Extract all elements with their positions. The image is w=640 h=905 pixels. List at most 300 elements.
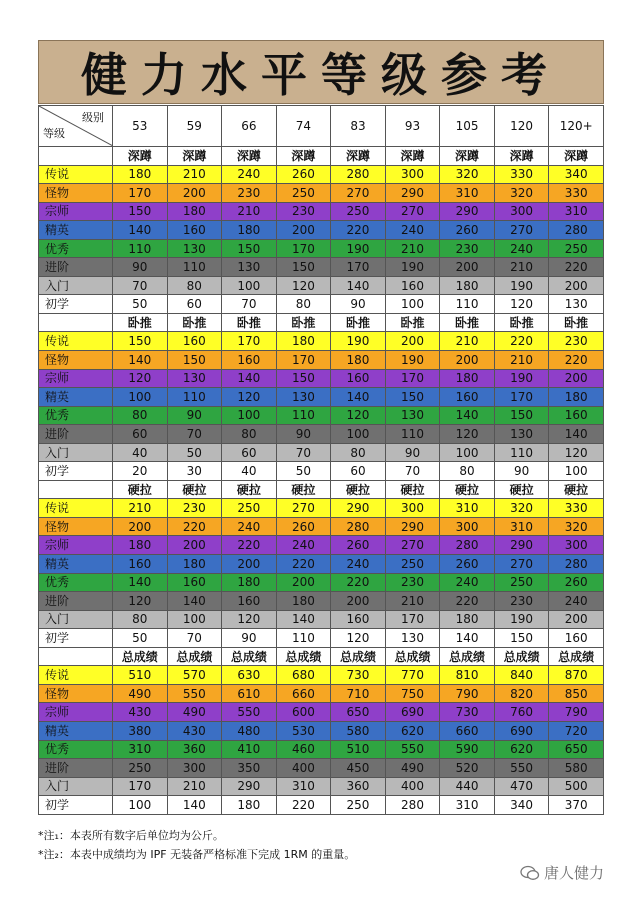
value-cell: 340 (549, 165, 604, 184)
value-cell: 110 (494, 443, 549, 462)
value-cell: 620 (494, 740, 549, 759)
level-label: 宗师 (39, 202, 113, 221)
value-cell: 710 (331, 684, 386, 703)
weight-class-header: 105 (440, 106, 495, 147)
value-cell: 660 (440, 721, 495, 740)
value-cell: 180 (113, 165, 168, 184)
value-cell: 140 (167, 796, 222, 815)
value-cell: 150 (276, 369, 331, 388)
value-cell: 140 (440, 629, 495, 648)
lift-name: 卧推 (494, 313, 549, 332)
note-1: *注₁：本表所有数字后单位均为公斤。 (38, 829, 224, 842)
value-cell: 180 (276, 332, 331, 351)
lift-name: 深蹲 (440, 147, 495, 166)
lift-name: 深蹲 (276, 147, 331, 166)
value-cell: 80 (222, 425, 277, 444)
value-cell: 150 (167, 351, 222, 370)
value-cell: 720 (549, 721, 604, 740)
value-cell: 240 (440, 573, 495, 592)
value-cell: 440 (440, 777, 495, 796)
value-cell: 580 (549, 759, 604, 778)
value-cell: 140 (167, 592, 222, 611)
value-cell: 590 (440, 740, 495, 759)
level-label: 优秀 (39, 239, 113, 258)
value-cell: 170 (494, 388, 549, 407)
value-cell: 100 (113, 796, 168, 815)
value-cell: 160 (385, 276, 440, 295)
corner-top-label: 级别 (82, 111, 104, 124)
value-cell: 60 (222, 443, 277, 462)
header-corner (39, 106, 113, 147)
weight-class-header: 93 (385, 106, 440, 147)
value-cell: 180 (167, 202, 222, 221)
value-cell: 300 (167, 759, 222, 778)
value-cell: 140 (440, 406, 495, 425)
value-cell: 290 (222, 777, 277, 796)
value-cell: 690 (494, 721, 549, 740)
value-cell: 510 (113, 666, 168, 685)
lift-name: 硬拉 (276, 480, 331, 499)
table-row (39, 610, 604, 629)
value-cell: 120 (113, 592, 168, 611)
lift-name: 深蹲 (549, 147, 604, 166)
value-cell: 360 (167, 740, 222, 759)
value-cell: 40 (113, 443, 168, 462)
lift-name: 总成绩 (385, 647, 440, 666)
lift-name: 硬拉 (113, 480, 168, 499)
table-row (39, 703, 604, 722)
value-cell: 100 (331, 425, 386, 444)
table-row (39, 276, 604, 295)
value-cell: 220 (549, 351, 604, 370)
value-cell: 80 (276, 295, 331, 314)
value-cell: 130 (494, 425, 549, 444)
value-cell: 260 (440, 555, 495, 574)
value-cell: 230 (385, 573, 440, 592)
value-cell: 120 (113, 369, 168, 388)
level-label: 进阶 (39, 425, 113, 444)
lift-name: 总成绩 (331, 647, 386, 666)
lift-name: 硬拉 (222, 480, 277, 499)
value-cell: 190 (494, 276, 549, 295)
value-cell: 310 (440, 499, 495, 518)
lift-name: 总成绩 (549, 647, 604, 666)
value-cell: 790 (549, 703, 604, 722)
value-cell: 300 (385, 165, 440, 184)
value-cell: 180 (276, 592, 331, 611)
value-cell: 60 (167, 295, 222, 314)
table-row (39, 332, 604, 351)
value-cell: 200 (113, 517, 168, 536)
value-cell: 160 (167, 221, 222, 240)
value-cell: 250 (113, 759, 168, 778)
value-cell: 220 (276, 796, 331, 815)
value-cell: 760 (494, 703, 549, 722)
value-cell: 40 (222, 462, 277, 481)
weight-class-header: 120+ (549, 106, 604, 147)
value-cell: 90 (276, 425, 331, 444)
value-cell: 820 (494, 684, 549, 703)
value-cell: 220 (549, 258, 604, 277)
level-label: 进阶 (39, 258, 113, 277)
lift-name: 硬拉 (549, 480, 604, 499)
level-label: 传说 (39, 332, 113, 351)
value-cell: 70 (385, 462, 440, 481)
value-cell: 480 (222, 721, 277, 740)
lift-name: 总成绩 (494, 647, 549, 666)
value-cell: 150 (494, 629, 549, 648)
value-cell: 90 (222, 629, 277, 648)
value-cell: 210 (113, 499, 168, 518)
value-cell: 180 (440, 276, 495, 295)
lift-header-row (39, 313, 604, 332)
value-cell: 220 (167, 517, 222, 536)
lift-name: 卧推 (167, 313, 222, 332)
value-cell: 550 (222, 703, 277, 722)
value-cell: 810 (440, 666, 495, 685)
value-cell: 30 (167, 462, 222, 481)
value-cell: 130 (222, 258, 277, 277)
value-cell: 260 (331, 536, 386, 555)
value-cell: 850 (549, 684, 604, 703)
value-cell: 270 (385, 202, 440, 221)
value-cell: 650 (549, 740, 604, 759)
lift-name: 硬拉 (494, 480, 549, 499)
value-cell: 280 (331, 165, 386, 184)
value-cell: 130 (385, 406, 440, 425)
value-cell: 220 (331, 221, 386, 240)
value-cell: 130 (549, 295, 604, 314)
value-cell: 290 (331, 499, 386, 518)
value-cell: 80 (113, 406, 168, 425)
value-cell: 270 (385, 536, 440, 555)
value-cell: 690 (385, 703, 440, 722)
value-cell: 220 (440, 592, 495, 611)
value-cell: 200 (440, 351, 495, 370)
value-cell: 220 (276, 555, 331, 574)
value-cell: 450 (331, 759, 386, 778)
table-row (39, 369, 604, 388)
value-cell: 330 (549, 499, 604, 518)
value-cell: 290 (385, 517, 440, 536)
lift-name: 深蹲 (331, 147, 386, 166)
value-cell: 250 (549, 239, 604, 258)
value-cell: 100 (440, 443, 495, 462)
value-cell: 70 (276, 443, 331, 462)
value-cell: 300 (440, 517, 495, 536)
value-cell: 380 (113, 721, 168, 740)
lift-name: 总成绩 (276, 647, 331, 666)
lift-name: 硬拉 (331, 480, 386, 499)
value-cell: 180 (167, 555, 222, 574)
value-cell: 200 (276, 573, 331, 592)
notes (38, 826, 355, 864)
value-cell: 210 (167, 777, 222, 796)
value-cell: 790 (440, 684, 495, 703)
lift-name: 总成绩 (440, 647, 495, 666)
value-cell: 680 (276, 666, 331, 685)
table-row (39, 443, 604, 462)
value-cell: 490 (167, 703, 222, 722)
value-cell: 140 (331, 388, 386, 407)
lift-name: 深蹲 (222, 147, 277, 166)
value-cell: 20 (113, 462, 168, 481)
value-cell: 170 (113, 777, 168, 796)
table-row (39, 462, 604, 481)
value-cell: 210 (494, 258, 549, 277)
value-cell: 160 (331, 610, 386, 629)
value-cell: 190 (494, 610, 549, 629)
value-cell: 160 (440, 388, 495, 407)
value-cell: 580 (331, 721, 386, 740)
value-cell: 240 (276, 536, 331, 555)
table-row (39, 406, 604, 425)
value-cell: 550 (494, 759, 549, 778)
value-cell: 210 (385, 592, 440, 611)
value-cell: 730 (440, 703, 495, 722)
value-cell: 140 (113, 351, 168, 370)
lift-name: 卧推 (276, 313, 331, 332)
lift-name: 总成绩 (167, 647, 222, 666)
grade-table (38, 105, 604, 815)
value-cell: 160 (167, 573, 222, 592)
value-cell: 220 (494, 332, 549, 351)
value-cell: 340 (494, 796, 549, 815)
watermark (520, 862, 604, 883)
value-cell: 200 (167, 184, 222, 203)
table-row (39, 777, 604, 796)
weight-class-header: 120 (494, 106, 549, 147)
value-cell: 90 (494, 462, 549, 481)
value-cell: 60 (331, 462, 386, 481)
level-label: 传说 (39, 666, 113, 685)
value-cell: 110 (113, 239, 168, 258)
table-row (39, 592, 604, 611)
value-cell: 160 (167, 332, 222, 351)
value-cell: 150 (385, 388, 440, 407)
value-cell: 280 (440, 536, 495, 555)
value-cell: 600 (276, 703, 331, 722)
level-label: 宗师 (39, 703, 113, 722)
value-cell: 320 (440, 165, 495, 184)
value-cell: 230 (549, 332, 604, 351)
level-label: 进阶 (39, 759, 113, 778)
value-cell: 100 (167, 610, 222, 629)
value-cell: 510 (331, 740, 386, 759)
value-cell: 330 (494, 165, 549, 184)
value-cell: 310 (494, 517, 549, 536)
value-cell: 120 (331, 629, 386, 648)
value-cell: 120 (549, 443, 604, 462)
lift-name: 深蹲 (494, 147, 549, 166)
value-cell: 620 (385, 721, 440, 740)
value-cell: 250 (385, 555, 440, 574)
value-cell: 190 (331, 332, 386, 351)
table-row (39, 629, 604, 648)
value-cell: 430 (113, 703, 168, 722)
value-cell: 210 (440, 332, 495, 351)
value-cell: 200 (222, 555, 277, 574)
value-cell: 130 (276, 388, 331, 407)
level-label: 优秀 (39, 406, 113, 425)
table-row (39, 165, 604, 184)
value-cell: 240 (494, 239, 549, 258)
value-cell: 150 (113, 202, 168, 221)
value-cell: 300 (385, 499, 440, 518)
lift-name: 卧推 (549, 313, 604, 332)
value-cell: 320 (494, 184, 549, 203)
page-title: 健力水平等级参考 (81, 48, 561, 102)
table-row (39, 499, 604, 518)
value-cell: 230 (276, 202, 331, 221)
value-cell: 180 (549, 388, 604, 407)
value-cell: 170 (276, 351, 331, 370)
value-cell: 160 (222, 351, 277, 370)
value-cell: 290 (385, 184, 440, 203)
value-cell: 520 (440, 759, 495, 778)
value-cell: 200 (549, 369, 604, 388)
note-2: *注₂：本表中成绩均为 IPF 无装备严格标准下完成 1RM 的重量。 (38, 848, 356, 861)
table-row (39, 351, 604, 370)
value-cell: 320 (549, 517, 604, 536)
value-cell: 150 (494, 406, 549, 425)
lift-name: 卧推 (440, 313, 495, 332)
value-cell: 260 (276, 517, 331, 536)
level-label: 初学 (39, 462, 113, 481)
level-label: 精英 (39, 721, 113, 740)
value-cell: 190 (494, 369, 549, 388)
weight-class-header: 83 (331, 106, 386, 147)
weight-class-header: 53 (113, 106, 168, 147)
value-cell: 180 (440, 610, 495, 629)
value-cell: 130 (385, 629, 440, 648)
value-cell: 200 (440, 258, 495, 277)
value-cell: 270 (494, 555, 549, 574)
value-cell: 290 (440, 202, 495, 221)
value-cell: 230 (222, 184, 277, 203)
table-row (39, 239, 604, 258)
table-row (39, 684, 604, 703)
value-cell: 50 (276, 462, 331, 481)
value-cell: 310 (549, 202, 604, 221)
level-label: 入门 (39, 276, 113, 295)
value-cell: 470 (494, 777, 549, 796)
value-cell: 220 (222, 536, 277, 555)
value-cell: 110 (440, 295, 495, 314)
value-cell: 120 (494, 295, 549, 314)
value-cell: 430 (167, 721, 222, 740)
value-cell: 250 (494, 573, 549, 592)
lift-header-row (39, 147, 604, 166)
value-cell: 90 (331, 295, 386, 314)
value-cell: 210 (167, 165, 222, 184)
value-cell: 100 (549, 462, 604, 481)
table-row (39, 536, 604, 555)
value-cell: 750 (385, 684, 440, 703)
value-cell: 160 (222, 592, 277, 611)
value-cell: 240 (331, 555, 386, 574)
level-label: 初学 (39, 796, 113, 815)
value-cell: 310 (440, 796, 495, 815)
value-cell: 170 (222, 332, 277, 351)
table-row (39, 796, 604, 815)
value-cell: 70 (167, 629, 222, 648)
value-cell: 230 (440, 239, 495, 258)
value-cell: 150 (276, 258, 331, 277)
level-label: 宗师 (39, 536, 113, 555)
value-cell: 210 (385, 239, 440, 258)
watermark-text: 唐人健力 (543, 864, 604, 882)
lift-name: 总成绩 (113, 647, 168, 666)
value-cell: 360 (331, 777, 386, 796)
value-cell: 550 (385, 740, 440, 759)
lift-name: 总成绩 (222, 647, 277, 666)
lift-name: 卧推 (222, 313, 277, 332)
value-cell: 160 (549, 629, 604, 648)
value-cell: 70 (167, 425, 222, 444)
value-cell: 110 (385, 425, 440, 444)
value-cell: 310 (276, 777, 331, 796)
value-cell: 400 (276, 759, 331, 778)
value-cell: 80 (167, 276, 222, 295)
lift-name: 硬拉 (385, 480, 440, 499)
value-cell: 70 (113, 276, 168, 295)
lift-name: 硬拉 (167, 480, 222, 499)
value-cell: 410 (222, 740, 277, 759)
value-cell: 660 (276, 684, 331, 703)
value-cell: 310 (440, 184, 495, 203)
value-cell: 110 (167, 258, 222, 277)
level-label: 精英 (39, 555, 113, 574)
value-cell: 490 (113, 684, 168, 703)
value-cell: 630 (222, 666, 277, 685)
level-label: 怪物 (39, 351, 113, 370)
level-label: 入门 (39, 610, 113, 629)
value-cell: 250 (331, 796, 386, 815)
value-cell: 310 (113, 740, 168, 759)
lift-name: 硬拉 (440, 480, 495, 499)
value-cell: 260 (276, 165, 331, 184)
weight-class-header: 74 (276, 106, 331, 147)
lift-header-blank (39, 480, 113, 499)
table-row (39, 555, 604, 574)
value-cell: 200 (549, 610, 604, 629)
value-cell: 80 (440, 462, 495, 481)
value-cell: 90 (113, 258, 168, 277)
value-cell: 610 (222, 684, 277, 703)
lift-header-blank (39, 313, 113, 332)
value-cell: 180 (331, 351, 386, 370)
value-cell: 350 (222, 759, 277, 778)
value-cell: 100 (222, 276, 277, 295)
table-row (39, 740, 604, 759)
value-cell: 50 (113, 629, 168, 648)
value-cell: 80 (113, 610, 168, 629)
value-cell: 550 (167, 684, 222, 703)
value-cell: 170 (276, 239, 331, 258)
value-cell: 170 (385, 610, 440, 629)
value-cell: 270 (276, 499, 331, 518)
corner-bottom-label: 等级 (43, 127, 65, 140)
value-cell: 190 (331, 239, 386, 258)
lift-header-row (39, 647, 604, 666)
value-cell: 490 (385, 759, 440, 778)
table-row (39, 221, 604, 240)
table-row (39, 573, 604, 592)
level-label: 进阶 (39, 592, 113, 611)
value-cell: 160 (331, 369, 386, 388)
value-cell: 140 (113, 573, 168, 592)
